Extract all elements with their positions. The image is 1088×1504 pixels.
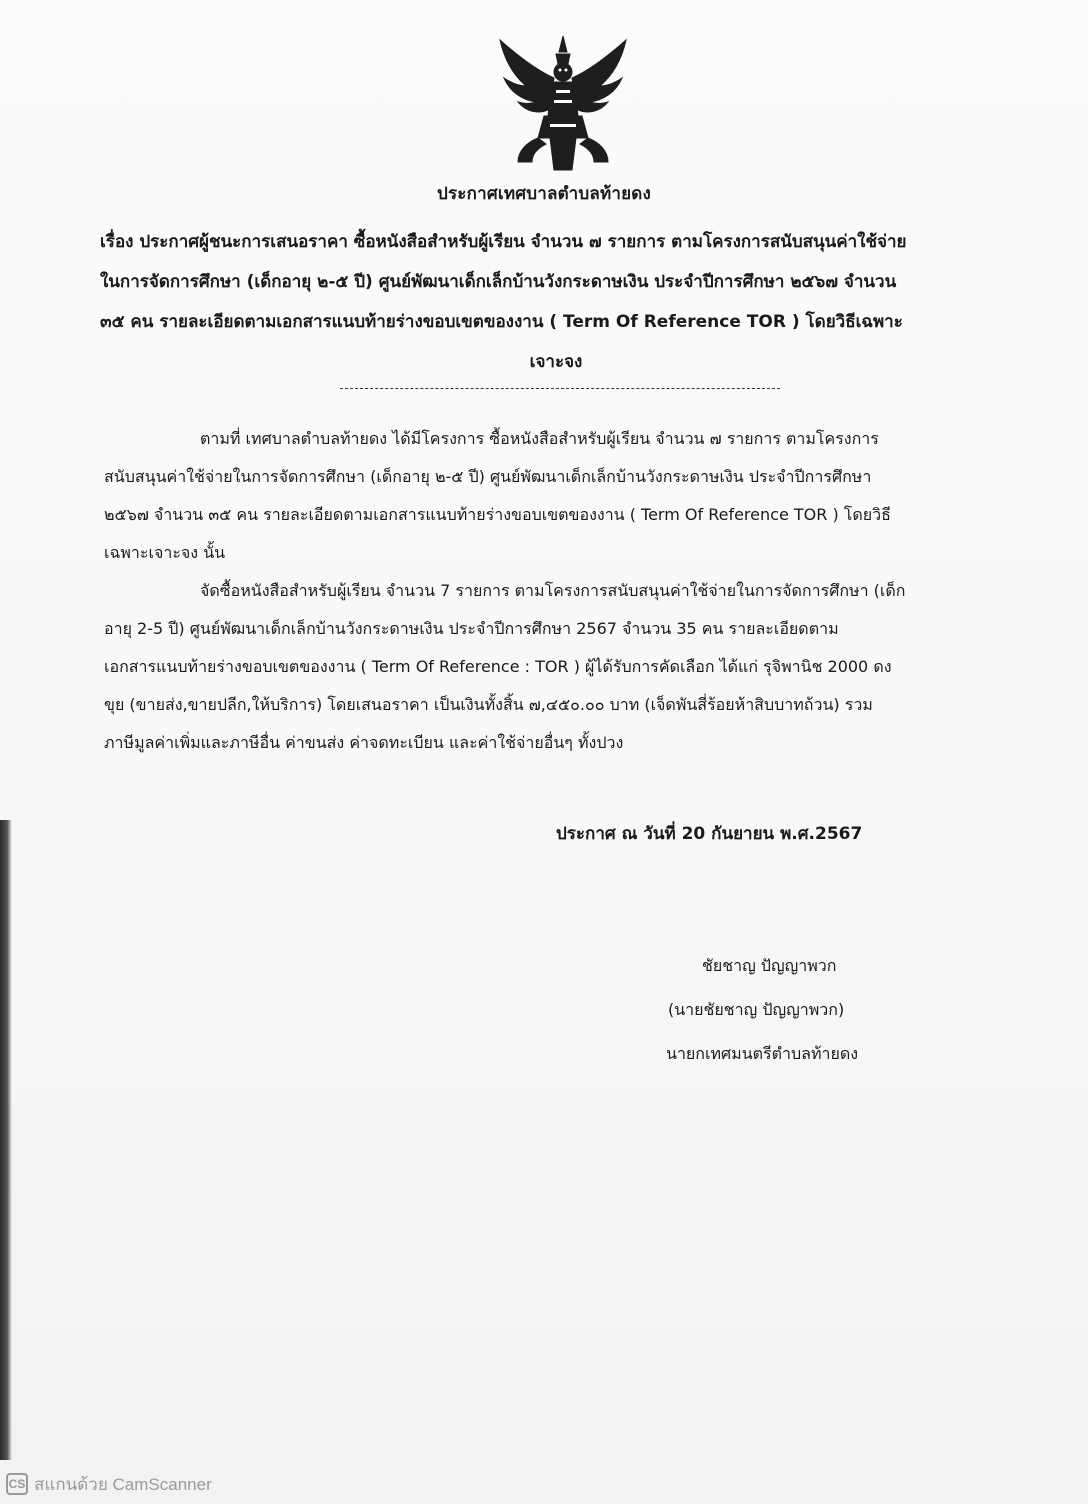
- camscanner-text: สแกนด้วย CamScanner: [34, 1474, 212, 1494]
- document-subject: [100, 222, 1012, 382]
- paragraph-2-line: จัดซื้อหนังสือสำหรับผู้เรียน จำนวน 7 รายการ ตามโครงการสนับสนุนค่าใช้จ่ายในการจัดการศึกษา (เด็ก: [200, 581, 906, 600]
- paragraph-2-line: อายุ 2-5 ปี) ศูนย์พัฒนาเด็กเล็กบ้านวังกระดาษเงิน ประจำปีการศึกษา 2567 จำนวน 35 คน รายละเอียดตาม: [104, 619, 839, 638]
- camscanner-watermark: [6, 1470, 212, 1498]
- subject-line: เรื่อง ประกาศผู้ชนะการเสนอราคา ซื้อหนังสือสำหรับผู้เรียน จำนวน ๗ รายการ ตามโครงการสนับสนุนค่าใช้จ่าย: [100, 232, 907, 252]
- paragraph-2-line: ขุย (ขายส่ง,ขายปลีก,ให้บริการ) โดยเสนอราคา เป็นเงินทั้งสิ้น ๗,๔๕๐.๐๐ บาท (เจ็ดพันสี่ร้อยห้าสิบบาทถ้วน) รวม: [104, 695, 873, 714]
- paragraph-2-line: ภาษีมูลค่าเพิ่มและภาษีอื่น ค่าขนส่ง ค่าจดทะเบียน และค่าใช้จ่ายอื่นๆ ทั้งปวง: [104, 733, 624, 752]
- signature-block: [640, 944, 940, 1076]
- camscanner-logo-icon: CS: [6, 1473, 28, 1495]
- paragraph-1-line: ๒๕๖๗ จำนวน ๓๕ คน รายละเอียดตามเอกสารแนบท้ายร่างขอบเขตของงาน ( Term Of Reference TOR ) โดยวิธี: [104, 505, 891, 524]
- document-heading: ประกาศเทศบาลตำบลท้ายดง: [436, 184, 652, 204]
- separator-line: [340, 388, 780, 389]
- announcement-date: ประกาศ ณ วันที่ 20 กันยายน พ.ศ.2567: [556, 824, 863, 844]
- paragraph-1-line: สนับสนุนค่าใช้จ่ายในการจัดการศึกษา (เด็กอายุ ๒-๕ ปี) ศูนย์พัฒนาเด็กเล็กบ้านวังกระดาษเงิน ประจำปีการศึกษา: [104, 467, 872, 486]
- scan-shadow-edge: [0, 820, 12, 1460]
- paragraph-2-line: เอกสารแนบท้ายร่างขอบเขตของงาน ( Term Of Reference : TOR ) ผู้ได้รับการคัดเลือก ได้แก่ รุจิพานิช 2000 ดง: [104, 657, 892, 676]
- paragraph-1-line: เฉพาะเจาะจง นั้น: [104, 543, 226, 562]
- garuda-emblem-icon: [488, 30, 638, 180]
- subject-line: เจาะจง: [529, 352, 583, 372]
- printed-name: (นายชัยชาญ ปัญญาพวก): [668, 1000, 845, 1019]
- subject-line: ๓๕ คน รายละเอียดตามเอกสารแนบท้ายร่างขอบเขตของงาน ( Term Of Reference TOR ) โดยวิธีเฉพาะ: [100, 312, 903, 332]
- paragraph-1-line: ตามที่ เทศบาลตำบลท้ายดง ได้มีโครงการ ซื้อหนังสือสำหรับผู้เรียน จำนวน ๗ รายการ ตามโครงการ: [200, 429, 879, 448]
- signer-position: นายกเทศมนตรีตำบลท้ายดง: [666, 1044, 859, 1063]
- subject-line: ในการจัดการศึกษา (เด็กอายุ ๒-๕ ปี) ศูนย์พัฒนาเด็กเล็กบ้านวังกระดาษเงิน ประจำปีการศึกษา ๒๕๖๗ จำนวน: [100, 272, 897, 292]
- signed-name: ชัยชาญ ปัญญาพวก: [702, 956, 837, 975]
- document-body: [104, 420, 1014, 762]
